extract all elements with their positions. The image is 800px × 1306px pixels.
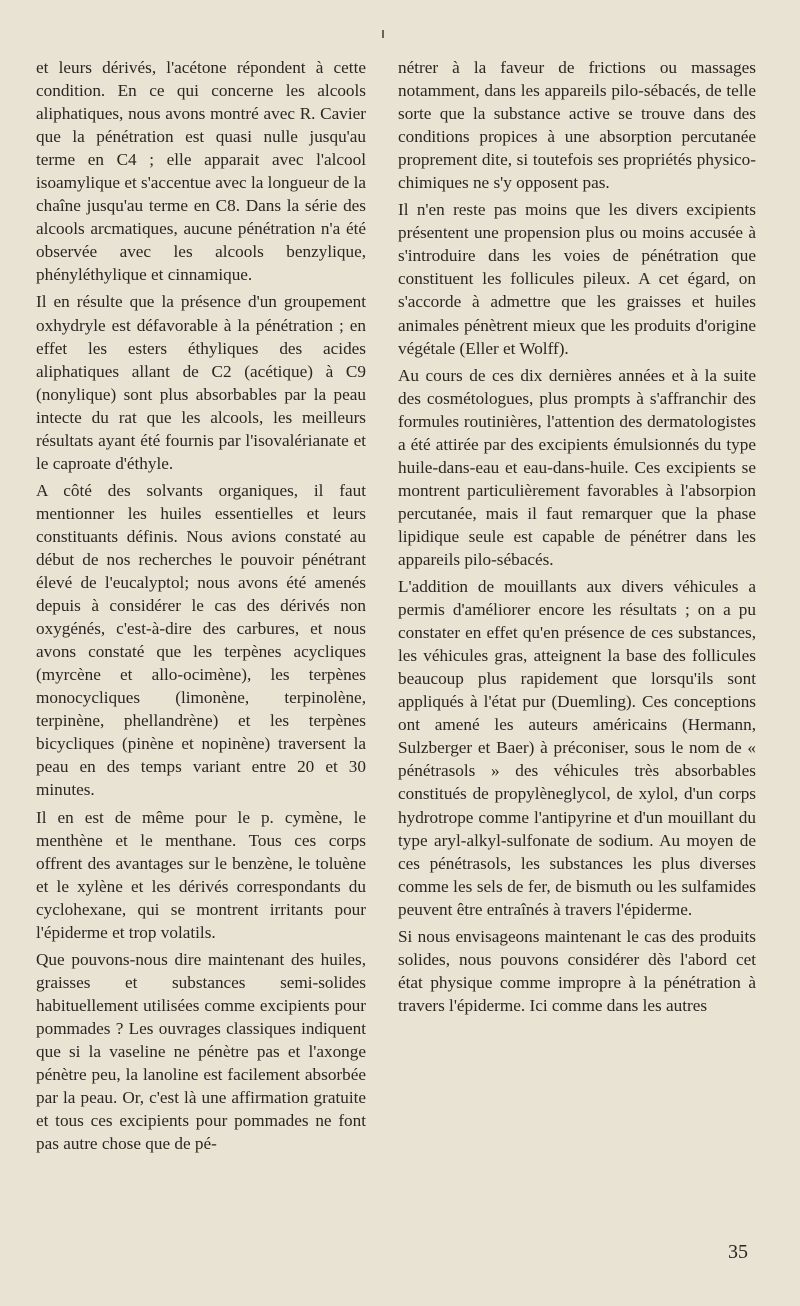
paragraph: Que pouvons-nous dire maintenant des huiles, graisses et substances semi-solides habituellement utilisées comme excipients pour pommades ? Les ouvrages classiques indiquent que si la vaseline ne pénètre pas et l'axonge pénètre peu, la lanoline est facilement absorbée par la peau. Or, c'est là une affirmation gratuite et tous ces excipients pour pommades ne font pas autre chose que de pé- [36,949,366,1154]
paragraph: Si nous envisageons maintenant le cas des produits solides, nous pouvons considérer dès l'abord cet état physique comme impropre à la pénétration à travers l'épiderme. Ici comme dans les autres [398,926,756,1015]
paragraph: Il en résulte que la présence d'un groupement oxhydryle est défavorable à la pénétration ; en effet les esters éthyliques des acides aliphatiques allant de C2 (acétique) à C9 (nonylique) sont plus absorbables par la peau intecte du rat que les alcools, les meilleurs résultats ayant été fournis par l'isovalérianate et le caproate d'éthyle. [36,292,366,473]
paragraph: Il en est de même pour le p. cymène, le menthène et le menthane. Tous ces corps offrent des avantages sur le benzène, le toluène et le xylène et les dérivés correspondants du cyclohexane, qui se montrent irritants pour l'épiderme et trop volatils. [36,807,366,942]
paragraph: Il n'en reste pas moins que les divers excipients présentent une propension plus ou moins accusée à s'introduire dans les voies de pénétration que constituent les follicules pileux. A cet égard, on s'accorde à admettre que les graisses et huiles animales pénètrent mieux que les produits d'origine végétale (Eller et Wolff). [398,200,756,358]
paragraph: L'addition de mouillants aux divers véhicules a permis d'améliorer encore les résultats ; on a pu constater en effet qu'en présence de ces substances, les véhicules gras, atteignent la base des follicules beaucoup plus rapidement que lorsqu'ils sont appliqués à l'état pur (Duemling). Ces conceptions ont amené les auteurs américains (Hermann, Sulzberger et Baer) à préconiser, sous le nom de « pénétrasols » des véhicules très absorbables constitués de propylèneglycol, de xylol, d'un corps hydrotrope comme l'antipyrine et d'un mouillant du type aryl-alkyl-sulfonate de sodium. Au moyen de ces pénétrasols, les substances les plus diverses comme les sels de fer, de bismuth ou les sulfamides peuvent être entraînés à travers l'épiderme. [398,577,756,919]
page-number: 35 [728,1241,748,1263]
scan-mark [382,30,384,38]
paragraph: nétrer à la faveur de frictions ou massages notamment, dans les appareils pilo-sébacés, de telle sorte que la substance active se trouve dans des conditions propices à une absorption percutanée proprement dite, si toutefois ses propriétés physico-chimiques ne s'y opposent pas. [398,58,756,193]
paragraph: Au cours de ces dix dernières années et à la suite des cosmétologues, plus prompts à s'affranchir des formules routinières, l'attention des dermatologistes a été attirée par des excipients émulsionnés du type huile-dans-eau et eau-dans-huile. Ces excipients se montrent particulièrement favorables à l'absorpion percutanée, mais il faut remarquer que la phase lipidique seule est capable de pénétrer dans les appareils pilo-sébacés. [398,365,756,569]
right-text-column [398,56,756,1021]
left-text-column [36,56,366,1159]
paragraph: et leurs dérivés, l'acétone répondent à cette condition. En ce qui concerne les alcools aliphatiques, nous avons montré avec R. Cavier que la pénétration est quasi nulle jusqu'au terme en C4 ; elle apparait avec l'alcool isoamylique et s'accentue avec la longueur de la chaîne jusqu'au terme en C8. Dans la série des alcools arcmatiques, aucune pénétration n'a été observée avec les alcools benzylique, phényléthylique et cinnamique. [36,58,366,285]
paragraph: A côté des solvants organiques, il faut mentionner les huiles essentielles et leurs constituants définis. Nous avions constaté au début de nos recherches le pouvoir pénétrant élevé de l'eucalyptol; nous avons été amenés depuis à considérer le cas des dérivés non oxygénés, c'est-à-dire des carbures, et nous avons constaté que les terpènes acycliques (myrcène et allo-ocimène), les terpènes monocycliques (limonène, terpinolène, terpinène, phellandrène) et les terpènes bicycliques (pinène et nopinène) traversent la peau en des temps variant entre 20 et 30 minutes. [36,480,366,800]
